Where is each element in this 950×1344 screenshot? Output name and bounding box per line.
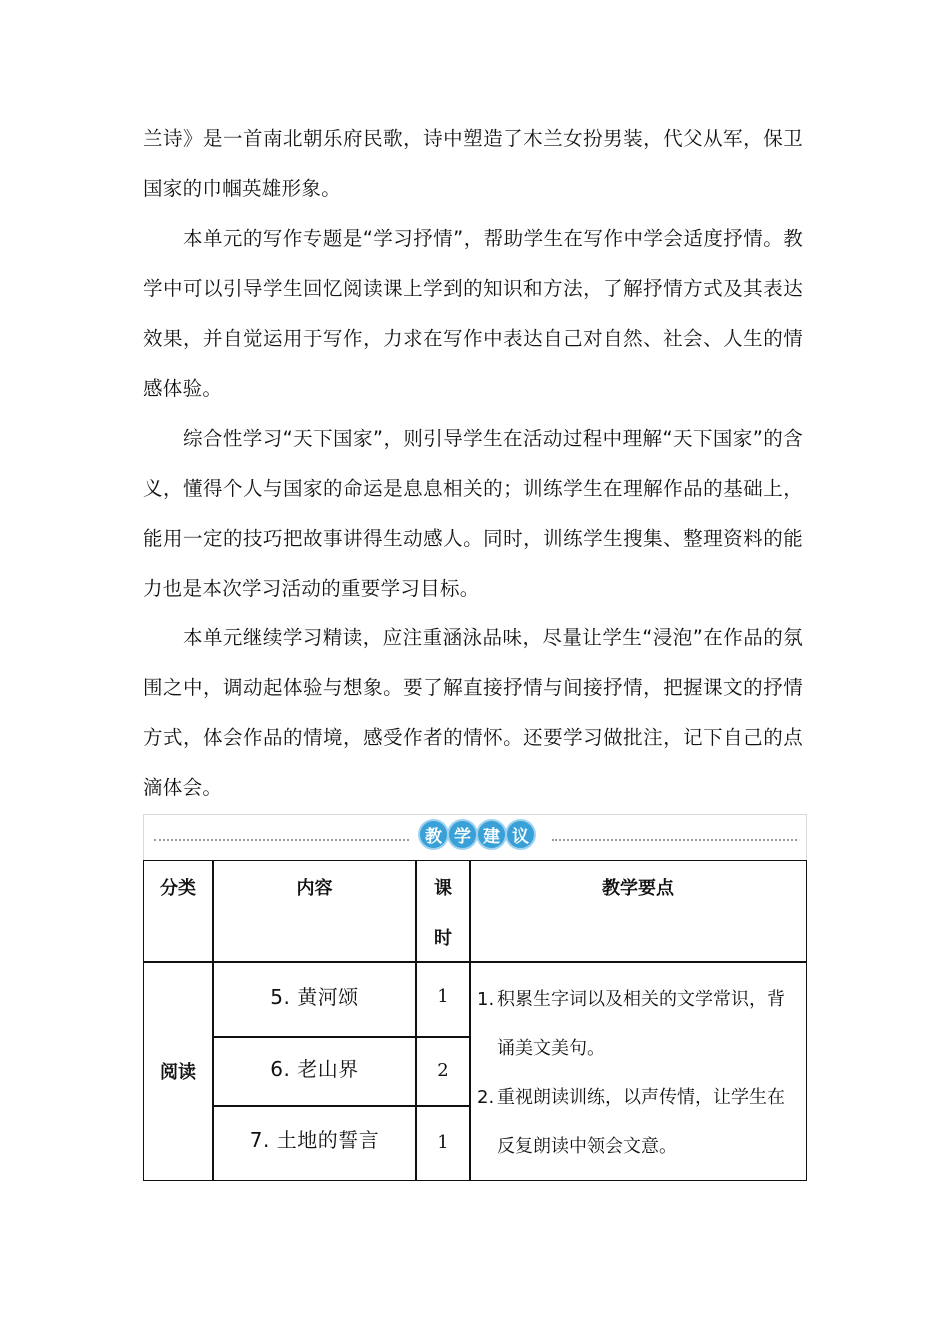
- header-hours-1: 课: [434, 878, 452, 899]
- banner-char: 建: [478, 821, 505, 848]
- point-number: 1.: [477, 989, 495, 1010]
- header-hours-2: 时: [434, 928, 452, 949]
- lesson-hours: 1: [437, 985, 449, 1007]
- point-text: 积累生字词以及相关的文学常识，背诵美文美句。: [497, 989, 785, 1059]
- banner-title: [420, 821, 534, 848]
- lesson-title: 6. 老山界: [270, 1056, 359, 1081]
- lesson-title: 5. 黄河颂: [270, 984, 359, 1009]
- paragraph-3: 综合性学习“天下国家”，则引导学生在活动过程中理解“天下国家”的含义，懂得个人与国家的命运是息息相关的；训练学生在理解作品的基础上，能用一定的技巧把故事讲得生动感人。同时，训练学生搜集、整理资料的能力也是本次学习活动的重要学习目标。: [143, 427, 803, 600]
- teaching-points: [477, 975, 802, 1171]
- header-points: 教学要点: [602, 878, 674, 899]
- lesson-hours: 1: [437, 1131, 449, 1153]
- banner-char: 议: [507, 821, 534, 848]
- paragraph-2: 本单元的写作专题是“学习抒情”，帮助学生在写作中学会适度抒情。教学中可以引导学生回忆阅读课上学到的知识和方法，了解抒情方式及其表达效果，并自觉运用于写作，力求在写作中表达自己对自然、社会、人生的情感体验。: [143, 227, 803, 400]
- teaching-point: [477, 975, 802, 1073]
- header-category: 分类: [160, 878, 196, 899]
- banner-char: 教: [420, 821, 447, 848]
- lesson-hours: 2: [437, 1059, 449, 1081]
- point-number: 2.: [477, 1087, 495, 1108]
- dotted-divider-right: [552, 839, 797, 841]
- point-text: 重视朗读训练，以声传情，让学生在反复朗读中领会文意。: [497, 1087, 785, 1157]
- lesson-title: 7. 土地的誓言: [249, 1127, 380, 1152]
- paragraph-1: 兰诗》是一首南北朝乐府民歌，诗中塑造了木兰女扮男装，代父从军，保卫国家的巾帼英雄形象。: [143, 127, 803, 200]
- teaching-point: [477, 1073, 802, 1171]
- banner-char: 学: [449, 821, 476, 848]
- category-cell: 阅读: [160, 1062, 196, 1083]
- paragraph-4: 本单元继续学习精读，应注重涵泳品味，尽量让学生“浸泡”在作品的氛围之中，调动起体验与想象。要了解直接抒情与间接抒情，把握课文的抒情方式，体会作品的情境，感受作者的情怀。还要学习做批注，记下自己的点滴体会。: [143, 626, 803, 799]
- header-content: 内容: [296, 878, 333, 899]
- dotted-divider-left: [154, 839, 409, 841]
- section-banner: [143, 814, 807, 861]
